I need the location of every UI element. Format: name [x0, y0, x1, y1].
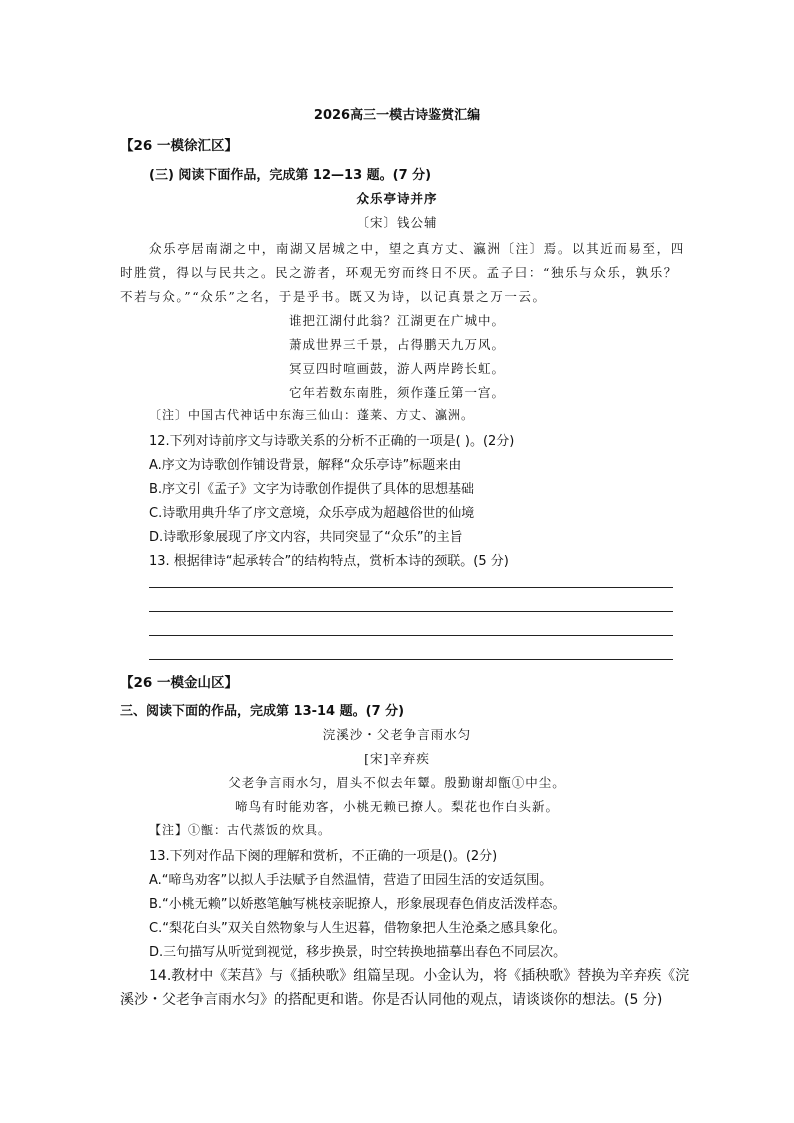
- poem-author-1: 〔宋〕钱公辅: [356, 215, 438, 230]
- poem-line: 谁把江湖付此翁？江湖更在广城中。: [288, 313, 505, 328]
- option-d: D.三句描写从听觉到视觉，移步换景，时空转换地描摹出春色不同层次。: [149, 945, 567, 960]
- poem-line: 萧成世界三千景，占得鹏天九万风。: [288, 337, 505, 352]
- poem-line: 父老争言雨水匀，眉头不似去年颦。殷勤谢却甑①中尘。: [228, 775, 566, 790]
- section-label-jinshan: 【26 一模金山区】: [120, 675, 238, 691]
- poem-line: 啼鸟有时能劝客，小桃无赖已撩人。梨花也作白头新。: [234, 799, 559, 814]
- question-14-line: 14.教材中《茉莒》与《插秧歌》组篇呈现。小金认为，将《插秧歌》替换为辛弃疾《浣: [149, 968, 690, 984]
- answer-line[interactable]: [149, 635, 673, 636]
- option-a: A.序文为诗歌创作铺设背景，解释“众乐亭诗”标题来由: [149, 458, 462, 473]
- question-13-jinshan: 13.下列对作品下阕的理解和赏析，不正确的一项是()。(2分): [149, 849, 498, 864]
- option-b: B.“小桃无赖”以娇憨笔触写桃枝亲昵撩人，形象展现春色俏皮活泼样态。: [149, 897, 566, 912]
- poem-note-1: 〔注〕中国古代神话中东海三仙山：蓬莱、方丈、瀛洲。: [149, 408, 475, 422]
- section1-instruction: (三) 阅读下面作品，完成第 12—13 题。(7 分): [149, 168, 432, 183]
- answer-line[interactable]: [149, 659, 673, 660]
- poem-title-1: 众乐亭诗并序: [356, 191, 438, 206]
- poem-line: 它年若数东南胜，须作蓬丘第一宫。: [288, 385, 505, 400]
- question-13: 13. 根据律诗“起承转合”的结构特点，赏析本诗的颈联。(5 分): [149, 554, 509, 569]
- section2-instruction: 三、阅读下面的作品，完成第 13-14 题。(7 分): [120, 704, 405, 719]
- option-d: D.诗歌形象展现了序文内容，共同突显了“众乐”的主旨: [149, 530, 463, 545]
- answer-line[interactable]: [149, 611, 673, 612]
- poem-title-2: 浣溪沙・父老争言雨水匀: [322, 727, 472, 742]
- section-label-xuhui: 【26 一模徐汇区】: [120, 138, 238, 154]
- preface-line: 时胜赏，得以与民共之。民之游者，环观无穷而终日不厌。孟子曰：“独乐与众乐，孰乐？: [120, 265, 678, 280]
- question-12: 12.下列对诗前序文与诗歌关系的分析不正确的一项是( )。(2分): [149, 434, 515, 449]
- option-c: C.诗歌用典升华了序文意境，众乐亭成为超越俗世的仙境: [149, 506, 475, 521]
- preface-line: 不若与众。”“众乐”之名，于是乎书。既又为诗，以记真景之万一云。: [120, 289, 547, 304]
- option-b: B.序文引《孟子》文字为诗歌创作提供了具体的思想基础: [149, 482, 475, 497]
- poem-note-2: 【注】①甑：古代蒸饭的炊具。: [149, 823, 332, 837]
- poem-author-2: [宋]辛弃疾: [364, 751, 430, 766]
- answer-line[interactable]: [149, 587, 673, 588]
- option-a: A.“啼鸟劝客”以拟人手法赋予自然温情，营造了田园生活的安适氛围。: [149, 873, 553, 888]
- preface-line: 众乐亭居南湖之中，南湖又居城之中，望之真方丈、瀛洲〔注〕焉。以其近而易至，四: [149, 241, 685, 256]
- document-title: 2026高三一模古诗鉴赏汇编: [313, 108, 481, 123]
- poem-line: 冥豆四时喧画鼓，游人两岸跨长虹。: [288, 361, 505, 376]
- option-c: C.“梨花白头”双关自然物象与人生迟暮，借物象把人生沧桑之感具象化。: [149, 921, 566, 936]
- question-14-line: 溪沙・父老争言雨水匀》的搭配更和谐。你是否认同他的观点，请谈谈你的想法。(5 分): [120, 992, 663, 1008]
